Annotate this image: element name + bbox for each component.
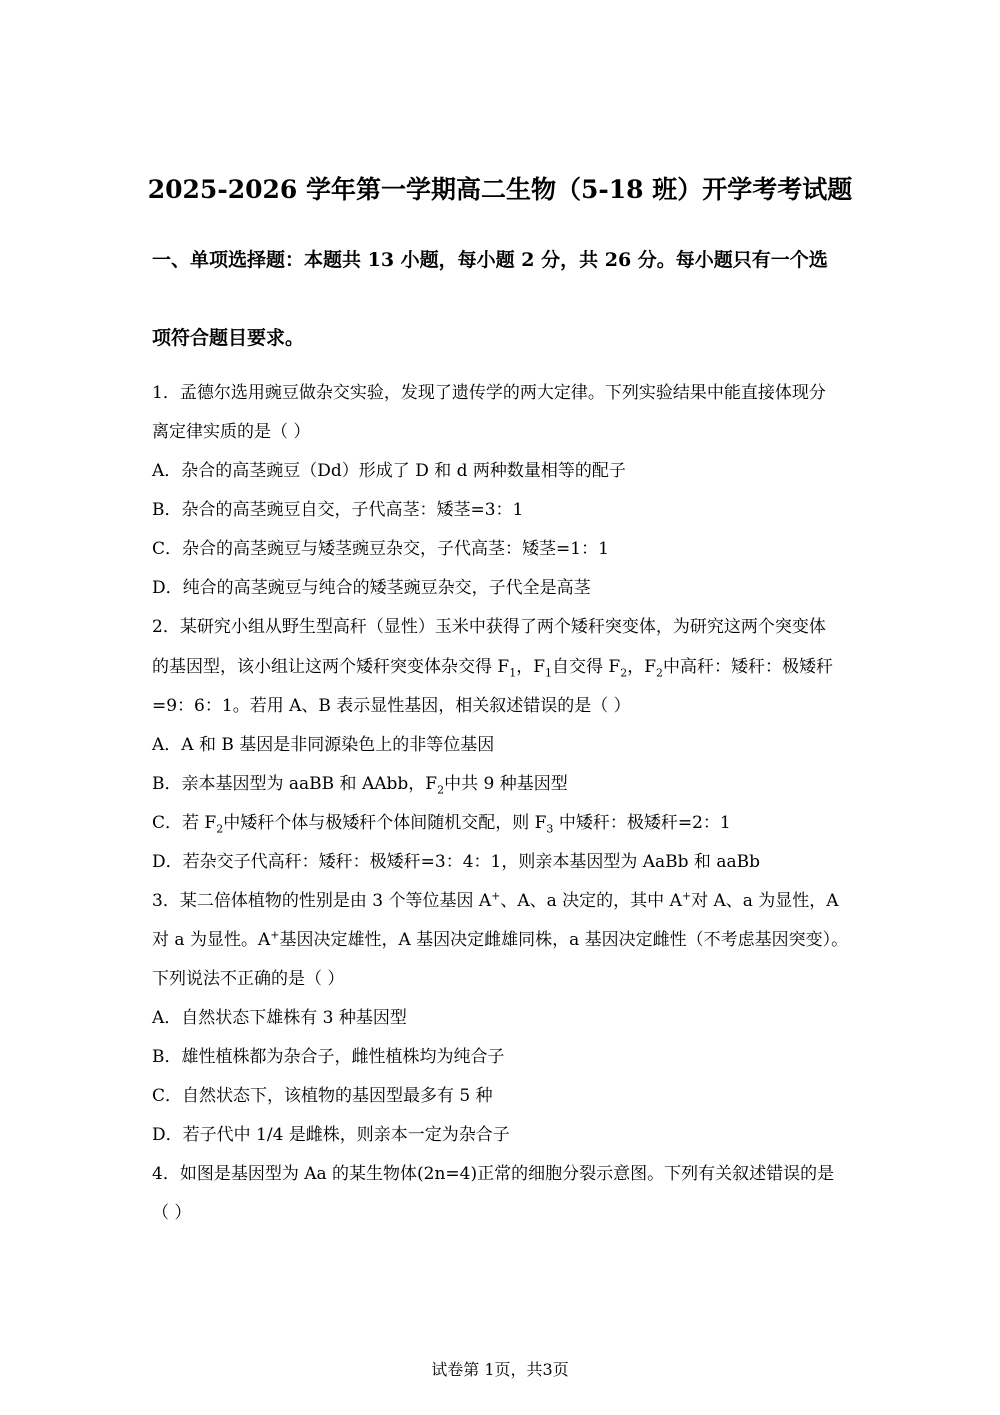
q2-stem-line3: =9：6：1。若用 A、B 表示显性基因，相关叙述错误的是（ ）	[152, 696, 631, 716]
page-title: 2025-2026 学年第一学期高二生物（5-18 班）开学考考试题	[147, 175, 853, 204]
page-footer: 试卷第 1页，共3页	[431, 1360, 569, 1379]
q2-option-a: A．A 和 B 基因是非同源染色上的非等位基因	[152, 735, 495, 755]
q1-option-d: D．纯合的高茎豌豆与纯合的矮茎豌豆杂交，子代全是高茎	[152, 578, 591, 598]
section-heading-line2: 项符合题目要求。	[152, 327, 305, 349]
q2-stem-line1: 2．某研究小组从野生型高秆（显性）玉米中获得了两个矮秆突变体，为研究这两个突变体	[152, 617, 826, 637]
q3-option-b: B．雄性植株都为杂合子，雌性植株均为纯合子	[152, 1047, 505, 1067]
q1-stem-line2: 离定律实质的是（ ）	[152, 422, 311, 442]
section-heading-line1: 一、单项选择题：本题共 13 小题，每小题 2 分，共 26 分。每小题只有一个选	[152, 249, 828, 271]
q4-stem-line1: 4．如图是基因型为 Aa 的某生物体(2n=4)正常的细胞分裂示意图。下列有关叙述错误的是	[152, 1164, 835, 1184]
q1-option-c: C．杂合的高茎豌豆与矮茎豌豆杂交，子代高茎：矮茎=1：1	[152, 539, 609, 559]
q3-stem-line1: 3．某二倍体植物的性别是由 3 个等位基因 A+、A、a 决定的，其中 A+对 A、a 为显性，A	[152, 889, 839, 911]
q2-option-b: B．亲本基因型为 aaBB 和 AAbb，$F_2$中共 9 种基因型	[152, 774, 568, 797]
q3-stem-line3: 下列说法不正确的是（ ）	[152, 969, 345, 989]
q2-option-c: C．若 $F_2$中矮秆个体与极矮秆个体间随机交配，则 $F_3$ 中矮秆：极矮秆=2：1	[152, 813, 731, 836]
q1-stem-line1: 1．孟德尔选用豌豆做杂交实验，发现了遗传学的两大定律。下列实验结果中能直接体现分	[152, 383, 826, 403]
q3-stem-line2: 对 a 为显性。A+基因决定雄性，A 基因决定雌雄同株，a 基因决定雌性（不考虑基因突变）。	[152, 928, 849, 950]
q3-option-c: C．自然状态下，该植物的基因型最多有 5 种	[152, 1086, 493, 1106]
q1-option-a: A．杂合的高茎豌豆（Dd）形成了 D 和 d 两种数量相等的配子	[152, 461, 626, 481]
q4-stem-line2: （ ）	[152, 1203, 192, 1223]
q2-stem-line2: 的基因型，该小组让这两个矮秆突变体杂交得 $F_1$，$F_1$自交得 $F_2$，$F_2$中高秆：矮秆：极矮秆	[152, 657, 833, 680]
q1-option-b: B．杂合的高茎豌豆自交，子代高茎：矮茎=3：1	[152, 500, 524, 520]
q3-option-d: D．若子代中 1/4 是雌株，则亲本一定为杂合子	[152, 1125, 510, 1145]
q2-option-d: D．若杂交子代高秆：矮秆：极矮秆=3：4：1，则亲本基因型为 AaBb 和 aaBb	[152, 852, 760, 872]
q3-option-a: A．自然状态下雄株有 3 种基因型	[152, 1008, 407, 1028]
